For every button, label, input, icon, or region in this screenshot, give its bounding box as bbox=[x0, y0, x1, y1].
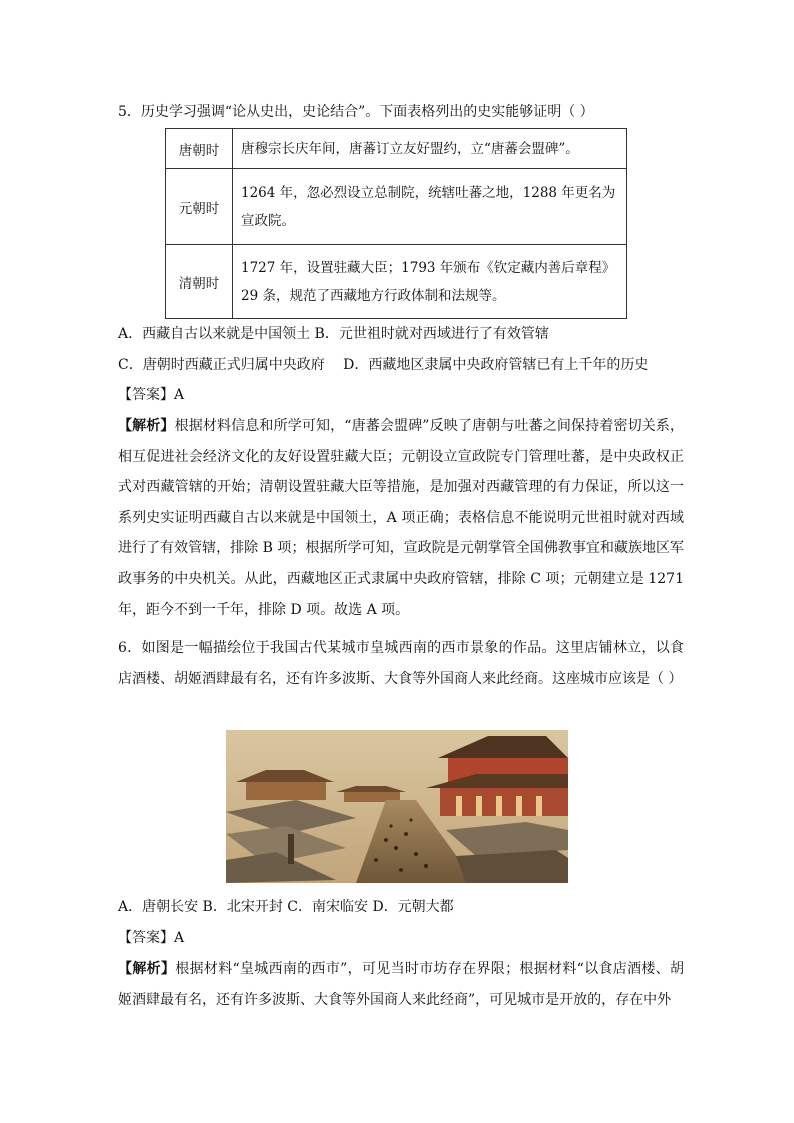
question-6-options: A．唐朝长安 B．北宋开封 C．南宋临安 D．元朝大都 bbox=[118, 899, 454, 915]
fact-cell: 1727 年，设置驻藏大臣；1793 年颁布《钦定藏内善后章程》29 条，规范了西藏地方行政体制和法规等。 bbox=[233, 245, 627, 319]
analysis-text: 根据材料信息和所学可知，“唐蕃会盟碑”反映了唐朝与吐蕃之间保持着密切关系，相互促进社会经济文化的友好设置驻藏大臣；元朝设立宣政院专门管理吐蕃，是中央政权正式对西藏管辖的开始；清朝设置驻藏大臣等措施，是加强对西藏管理的有力保证，所以这一系列史实证明西藏自古以来就是中国领土，A 项正确；表格信息不能说明元世祖时就对西域进行了有效管辖，排除 B 项；根据所学可知，宣政院是元朝掌管全国佛教事宜和藏族地区军政事务的中央机关。从此，西藏地区正式隶属中央政府管辖，排除 C 项；元朝建立是 1271 年，距今不到一千年，排除 D 项。故选 A 项。 bbox=[118, 418, 685, 618]
analysis-label: 【解析】 bbox=[118, 418, 175, 434]
dynasty-cell: 唐朝时 bbox=[166, 129, 233, 169]
fact-cell: 唐穆宗长庆年间，唐蕃订立友好盟约，立“唐蕃会盟碑”。 bbox=[233, 129, 627, 169]
table-row bbox=[166, 169, 627, 245]
dynasty-cell: 清朝时 bbox=[166, 245, 233, 319]
question-6-answer: 【答案】A bbox=[118, 930, 185, 946]
question-5-answer: 【答案】A bbox=[118, 387, 185, 403]
dynasty-cell: 元朝时 bbox=[166, 169, 233, 245]
question-5-analysis bbox=[118, 411, 684, 625]
analysis-text: 根据材料“皇城西南的西市”，可见当时市坊存在界限；根据材料“以食店酒楼、胡姬酒肆最有名，还有许多波斯、大食等外国商人来此经商”，可见城市是开放的，存在中外 bbox=[118, 961, 684, 1008]
analysis-label: 【解析】 bbox=[118, 961, 176, 977]
fact-cell: 1264 年，忽必烈设立总制院，统辖吐蕃之地，1288 年更名为宣政院。 bbox=[233, 169, 627, 245]
question-5-options-cd: C．唐朝时西藏正式归属中央政府 D．西藏地区隶属中央政府管辖已有上千年的历史 bbox=[118, 357, 649, 373]
table-row bbox=[166, 245, 627, 319]
history-facts-table bbox=[165, 128, 627, 319]
table-row bbox=[166, 129, 627, 169]
question-5-options-ab: A．西藏自古以来就是中国领土 B．元世祖时就对西域进行了有效管辖 bbox=[118, 326, 549, 342]
question-6-analysis bbox=[118, 954, 684, 1015]
question-5-stem: 5．历史学习强调“论从史出，史论结合”。下面表格列出的史实能够证明（ ） bbox=[118, 104, 594, 120]
ancient-market-scene-image bbox=[226, 730, 568, 883]
question-6-stem: 6．如图是一幅描绘位于我国古代某城市皇城西南的西市景象的作品。这里店铺林立，以食店酒楼、胡姬酒肆最有名，还有许多波斯、大食等外国商人来此经商。这座城市应该是（ ） bbox=[118, 640, 684, 687]
